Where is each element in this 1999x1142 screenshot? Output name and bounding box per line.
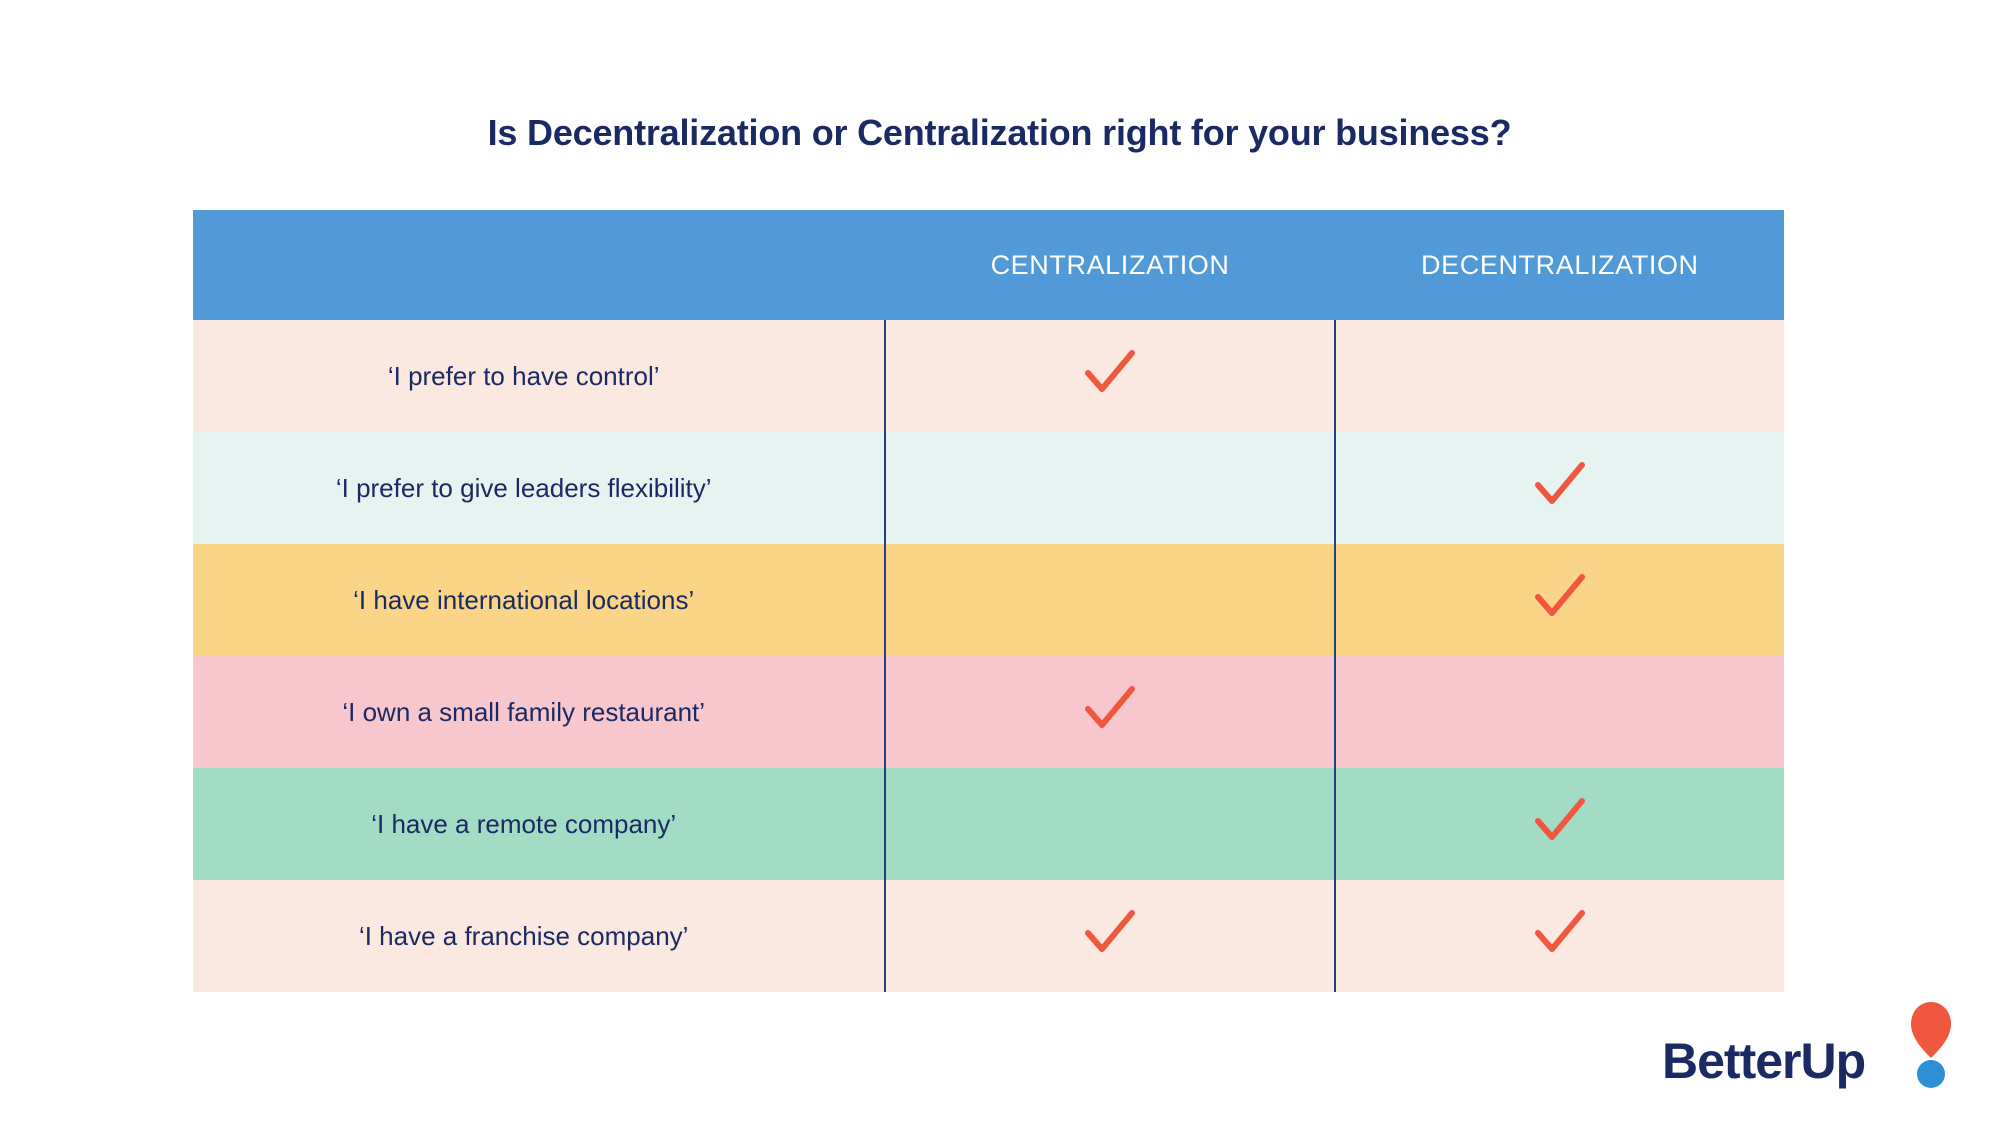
header-label-blank xyxy=(193,210,885,320)
check-icon xyxy=(1532,457,1588,513)
cell-centralization xyxy=(885,880,1334,992)
table-row xyxy=(193,880,1784,992)
betterup-logo xyxy=(1662,1000,1962,1110)
cell-decentralization xyxy=(1335,656,1784,768)
row-label: ‘I have a remote company’ xyxy=(371,808,677,839)
table-body xyxy=(193,320,1784,992)
table-row xyxy=(193,544,1784,656)
check-icon xyxy=(1532,793,1588,849)
logo-mark-icon xyxy=(1909,1000,1953,1090)
cell-decentralization xyxy=(1335,768,1784,880)
page-title: Is Decentralization or Centralization right for your business? xyxy=(487,112,1512,153)
table-row xyxy=(193,320,1784,432)
cell-centralization xyxy=(885,656,1334,768)
cell-centralization xyxy=(885,768,1334,880)
cell-decentralization xyxy=(1335,880,1784,992)
check-icon xyxy=(1532,905,1588,961)
row-label: ‘I have a franchise company’ xyxy=(358,920,689,951)
cell-decentralization xyxy=(1335,320,1784,432)
cell-decentralization xyxy=(1335,544,1784,656)
table-row xyxy=(193,768,1784,880)
comparison-table xyxy=(193,210,1784,992)
logo-wordmark: BetterUp xyxy=(1662,1033,1866,1089)
check-icon xyxy=(1532,569,1588,625)
row-label: ‘I prefer to give leaders flexibility’ xyxy=(335,472,712,503)
table-header-row xyxy=(193,210,1784,320)
cell-centralization xyxy=(885,544,1334,656)
check-icon xyxy=(1082,905,1138,961)
cell-centralization xyxy=(885,432,1334,544)
check-icon xyxy=(1082,345,1138,401)
table-row xyxy=(193,656,1784,768)
cell-centralization xyxy=(885,320,1334,432)
table-header xyxy=(193,210,1784,320)
table-row xyxy=(193,432,1784,544)
comparison-table-container xyxy=(193,210,1784,992)
row-label: ‘I own a small family restaurant’ xyxy=(342,696,706,727)
header-centralization: CENTRALIZATION xyxy=(885,210,1334,320)
row-label: ‘I prefer to have control’ xyxy=(387,360,660,391)
cell-decentralization xyxy=(1335,432,1784,544)
check-icon xyxy=(1082,681,1138,737)
header-decentralization: DECENTRALIZATION xyxy=(1335,210,1784,320)
row-label: ‘I have international locations’ xyxy=(353,584,695,615)
